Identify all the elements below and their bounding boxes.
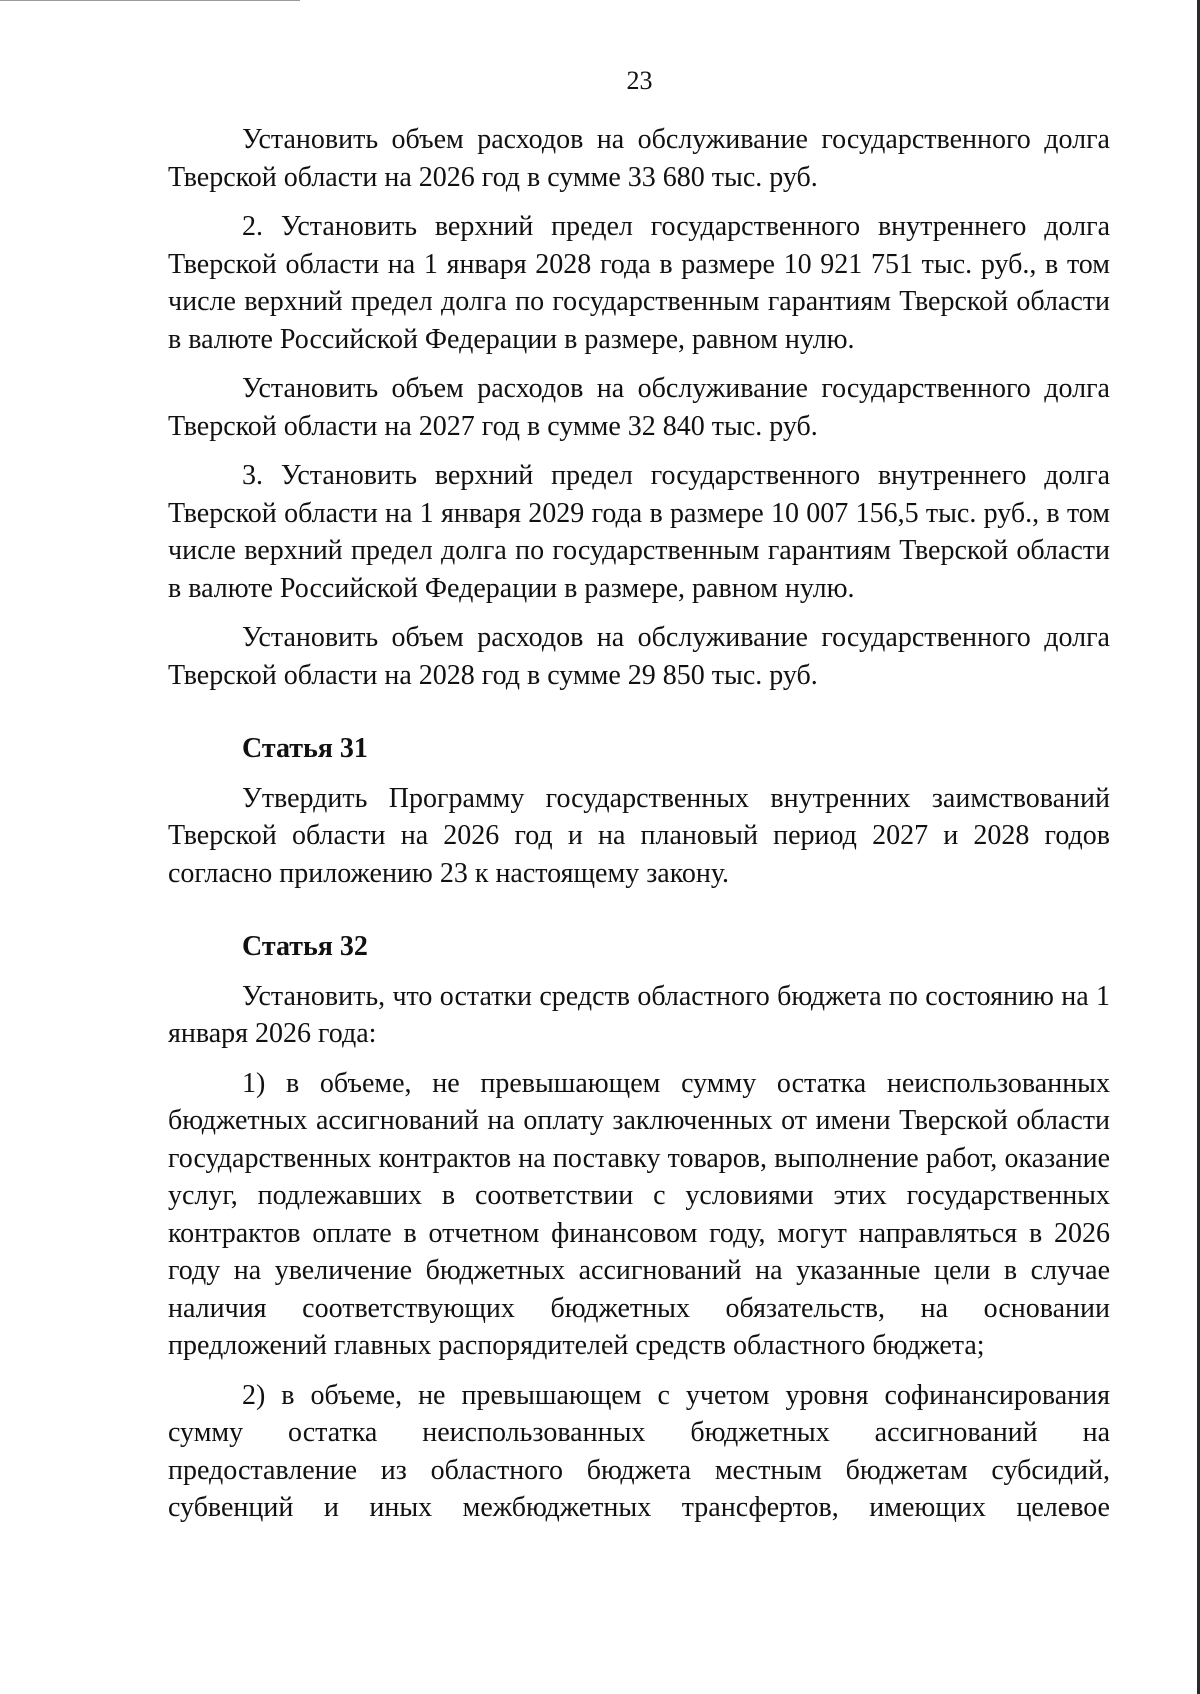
paragraph-debt-limit-2029: 3. Установить верхний предел государственного внутреннего долга Тверской области на 1 января 2029 года в размере 10 007 156,5 тыс. руб., в том числе верхний предел долга по государственным гарантиям Тверской области в валюте Российской Федерации в размере, равном нулю. [168,460,1110,604]
page-number: 23 [626,66,653,95]
paragraph-debt-service-2026: Установить объем расходов на обслуживание государственного долга Тверской области на 2026 год в сумме 33 680 тыс. руб. [168,124,1110,193]
paragraph-borrowing-program: Утвердить Программу государственных внутренних заимствований Тверской области на 2026 год и на плановый период 2027 и 2028 годов согласно приложению 23 к настоящему закону. [168,782,1110,889]
article-31-heading: Статья 31 [242,733,368,764]
paragraph-debt-service-2027: Установить объем расходов на обслуживание государственного долга Тверской области на 2027 год в сумме 32 840 тыс. руб. [168,373,1110,442]
paragraph-debt-limit-2028: 2. Установить верхний предел государственного внутреннего долга Тверской области на 1 января 2028 года в размере 10 921 751 тыс. руб., в том числе верхний предел долга по государственным гарантиям Тверской области в валюте Российской Федерации в размере, равном нулю. [168,211,1110,355]
paragraph-debt-service-2028: Установить объем расходов на обслуживание государственного долга Тверской области на 2028 год в сумме 29 850 тыс. руб. [168,622,1110,691]
article-32-heading: Статья 32 [242,931,368,962]
paragraph-item-2: 2) в объеме, не превышающем с учетом уровня софинансирования сумму остатка неиспользованных бюджетных ассигнований на предоставление из областного бюджета местным бюджетам субсидий, субвенций и иных межбюджетных трансфертов, имеющих целевое [168,1379,1110,1523]
paragraph-budget-balances-intro: Установить, что остатки средств областного бюджета по состоянию на 1 января 2026 года: [168,980,1110,1049]
paragraph-item-1: 1) в объеме, не превышающем сумму остатка неиспользованных бюджетных ассигнований на оплату заключенных от имени Тверской области государственных контрактов на поставку товаров, выполнение работ, оказание услуг, подлежавших в соответствии с условиями этих государственных контрактов оплате в отчетном финансовом году, могут направляться в 2026 году на увеличение бюджетных ассигнований на указанные цели в случае наличия соответствующих бюджетных обязательств, на основании предложений главных распорядителей средств областного бюджета; [168,1067,1110,1361]
scan-edge-top [0,0,300,1]
document-body [168,121,1110,1539]
